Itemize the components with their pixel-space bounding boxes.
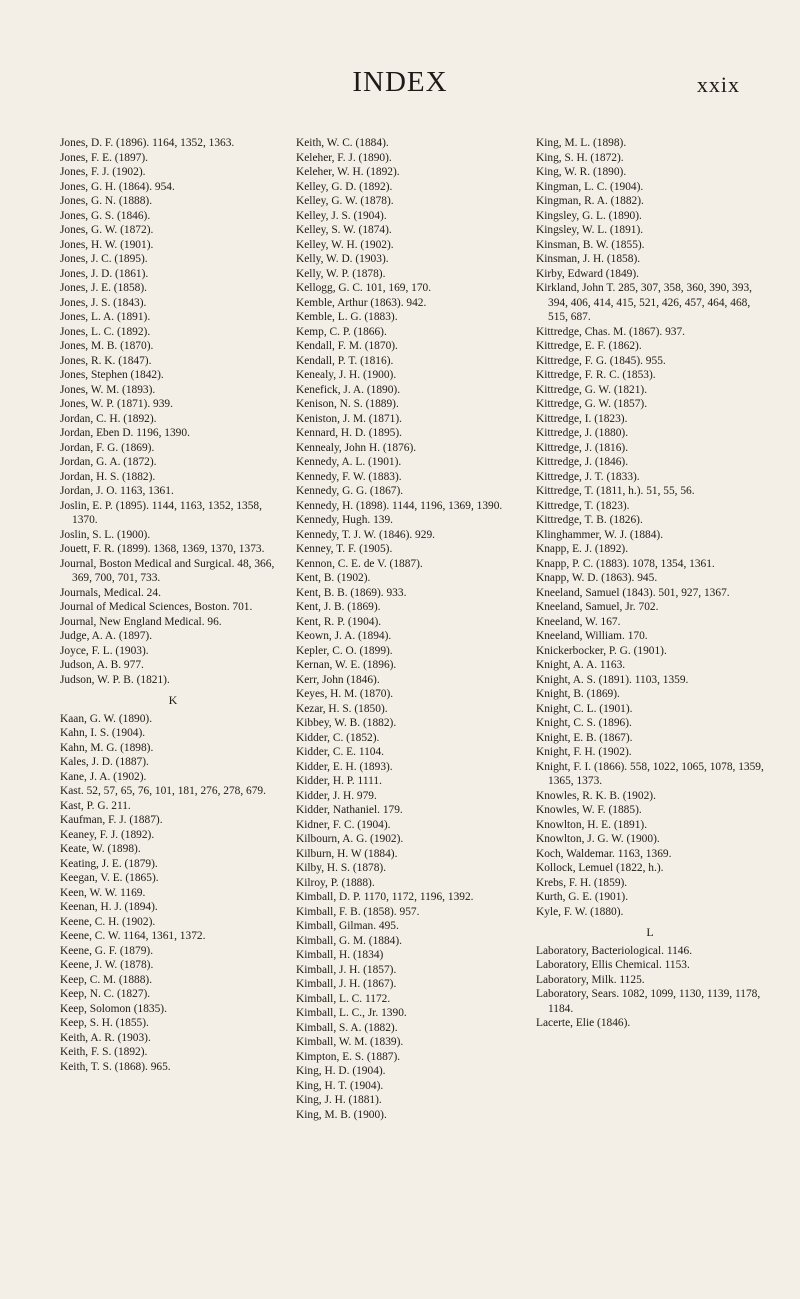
index-entry: Kilburn, H. W (1884). xyxy=(296,847,398,860)
index-entry: Knight, B. (1869). xyxy=(536,688,620,700)
index-entry: Kyle, F. W. (1880). xyxy=(536,905,624,918)
index-entry: Kittredge, Chas. M. (1867). 937. xyxy=(536,325,686,338)
index-entry: Jordan, Eben D. 1196, 1390. xyxy=(60,427,190,439)
index-entry: Kelly, W. D. (1903). xyxy=(296,253,389,265)
index-entry: Keyes, H. M. (1870). xyxy=(296,688,394,700)
index-entry: King, H. T. (1904). xyxy=(296,1079,384,1092)
index-entry: Kennedy, H. (1898). 1144, 1196, 1369, 1390. xyxy=(296,499,503,512)
index-entry: Kurth, G. E. (1901). xyxy=(536,891,629,903)
index-entry: Kales, J. D. (1887). xyxy=(60,756,149,768)
index-entry: Kidder, E. H. (1893). xyxy=(296,760,393,773)
index-entry: Kittredge, T. B. (1826). xyxy=(536,514,643,526)
index-entry: Keep, C. M. (1888). xyxy=(60,973,153,986)
index-entry: Kenefick, J. A. (1890). xyxy=(296,383,401,396)
index-entry: Journal, Boston Medical and Surgical. 48, 366, 369, 700, 701, 733. xyxy=(60,557,275,584)
index-entry: Kaufman, F. J. (1887). xyxy=(60,814,163,826)
index-entry: Knowles, W. F. (1885). xyxy=(536,804,642,816)
index-entry: Kittredge, J. (1846). xyxy=(536,456,629,468)
index-entry: Kahn, M. G. (1898). xyxy=(60,741,154,754)
index-entry: Kingsley, G. L. (1890). xyxy=(536,209,642,222)
index-entry: Kelley, J. S. (1904). xyxy=(296,209,387,222)
index-entry: Keith, W. C. (1884). xyxy=(296,137,389,149)
index-entry: Jones, Stephen (1842). xyxy=(60,369,164,381)
index-entry: Laboratory, Ellis Chemical. 1153. xyxy=(536,959,690,971)
index-entry: Joslin, E. P. (1895). 1144, 1163, 1352, 1358, 1370. xyxy=(60,499,262,526)
index-entry: Kittredge, F. G. (1845). 955. xyxy=(536,354,666,367)
index-entry: Joslin, S. L. (1900). xyxy=(60,528,151,541)
index-entry: Kilbourn, A. G. (1902). xyxy=(296,833,404,845)
index-entry: Kirby, Edward (1849). xyxy=(536,267,640,280)
index-entry: Knight, E. B. (1867). xyxy=(536,731,633,744)
index-entry: Jones, W. M. (1893). xyxy=(60,383,156,396)
index-entry: Kimball, L. C. 1172. xyxy=(296,992,391,1005)
index-entry: Kemble, L. G. (1883). xyxy=(296,311,398,323)
index-entry: Knight, F. H. (1902). xyxy=(536,746,632,758)
index-entry: Kittredge, J. (1880). xyxy=(536,427,629,439)
index-entry: Krebs, F. H. (1859). xyxy=(536,876,628,889)
index-entry: Kimball, W. M. (1839). xyxy=(296,1036,404,1048)
index-entry: Kimball, H. (1834) xyxy=(296,949,384,961)
index-entry: Knight, A. A. 1163. xyxy=(536,659,626,671)
index-entry: Kellogg, G. C. 101, 169, 170. xyxy=(296,282,432,294)
index-entry: Judge, A. A. (1897). xyxy=(60,630,153,642)
index-entry: Kennedy, A. L. (1901). xyxy=(296,456,402,468)
index-entry: Kidder, C. E. 1104. xyxy=(296,746,385,758)
index-entry: Keniston, J. M. (1871). xyxy=(296,412,402,425)
index-entry: Keep, Solomon (1835). xyxy=(60,1002,167,1015)
page-header xyxy=(0,62,800,102)
index-entry: Kidder, Nathaniel. 179. xyxy=(296,804,403,816)
index-entry: Kaan, G. W. (1890). xyxy=(60,712,153,725)
index-entry: Keleher, F. J. (1890). xyxy=(296,151,392,164)
index-entry: Keate, W. (1898). xyxy=(60,843,141,855)
index-entry: Kidder, J. H. 979. xyxy=(296,789,377,802)
index-entry: Keith, T. S. (1868). 965. xyxy=(60,1060,171,1073)
index-entry: Jordan, H. S. (1882). xyxy=(60,470,156,483)
index-entry: Kendall, P. T. (1816). xyxy=(296,354,394,367)
index-entry: Keaney, F. J. (1892). xyxy=(60,828,155,841)
index-entry: Jordan, C. H. (1892). xyxy=(60,412,157,425)
index-entry: Kilroy, P. (1888). xyxy=(296,876,375,889)
index-entry: Keene, J. W. (1878). xyxy=(60,959,154,971)
index-entry: Knapp, E. J. (1892). xyxy=(536,543,629,555)
index-entry: Kast. 52, 57, 65, 76, 101, 181, 276, 278, 679. xyxy=(60,785,266,797)
index-entry: Laboratory, Sears. 1082, 1099, 1130, 1139, 1178, 1184. xyxy=(536,988,761,1015)
index-entry: Kirkland, John T. 285, 307, 358, 360, 390, 393, 394, 406, 414, 415, 521, 426, 457, 464, 468, 515, 687. xyxy=(536,282,752,323)
index-entry: Kennedy, Hugh. 139. xyxy=(296,514,394,526)
index-entry: Knight, C. S. (1896). xyxy=(536,717,632,729)
index-entry: Keen, W. W. 1169. xyxy=(60,886,146,899)
index-entry: Lacerte, Elie (1846). xyxy=(536,1017,631,1029)
section-letter: L xyxy=(646,925,654,939)
index-entry: Keene, C. W. 1164, 1361, 1372. xyxy=(60,930,206,942)
index-entry: Kimball, F. B. (1858). 957. xyxy=(296,905,420,918)
index-entry: Keene, G. F. (1879). xyxy=(60,944,154,957)
index-entry: Keown, J. A. (1894). xyxy=(296,630,392,642)
index-entry: Jones, J. E. (1858). xyxy=(60,282,148,294)
index-entry: Kneeland, William. 170. xyxy=(536,630,648,642)
page-number: xxix xyxy=(696,72,740,97)
index-entry: Keenan, H. J. (1894). xyxy=(60,901,158,913)
index-entry: Kittredge, G. W. (1857). xyxy=(536,398,648,410)
index-entry: Kimball, G. M. (1884). xyxy=(296,934,402,947)
index-entry: Kidder, C. (1852). xyxy=(296,731,380,744)
index-entry: Kimball, Gilman. 495. xyxy=(296,920,399,932)
index-entry: Kennealy, John H. (1876). xyxy=(296,441,417,454)
index-entry: Jones, F. J. (1902). xyxy=(60,166,146,178)
index-entry: King, S. H. (1872). xyxy=(536,151,624,164)
index-entry: King, J. H. (1881). xyxy=(296,1094,382,1106)
index-entry: Keene, C. H. (1902). xyxy=(60,915,156,928)
index-entry: Kemp, C. P. (1866). xyxy=(296,325,387,338)
index-entry: Jones, G. N. (1888). xyxy=(60,195,153,207)
index-entry: Jouett, F. R. (1899). 1368, 1369, 1370, 1373. xyxy=(60,543,265,555)
index-entry: Jones, L. A. (1891). xyxy=(60,311,151,323)
index-entry: Kent, R. P. (1904). xyxy=(296,615,382,628)
index-entry: Journal of Medical Sciences, Boston. 701. xyxy=(60,601,253,613)
index-entry: Laboratory, Milk. 1125. xyxy=(536,973,645,986)
index-entry: Knowles, R. K. B. (1902). xyxy=(536,789,656,802)
index-entry: Knight, A. S. (1891). 1103, 1359. xyxy=(536,673,689,686)
index-entry: Kingman, R. A. (1882). xyxy=(536,195,644,207)
index-entry: Keith, F. S. (1892). xyxy=(60,1046,148,1058)
index-entry: Jones, J. D. (1861). xyxy=(60,267,149,280)
index-entry: Kemble, Arthur (1863). 942. xyxy=(296,296,427,309)
index-entry: Keleher, W. H. (1892). xyxy=(296,166,400,178)
index-entry: Kennedy, G. G. (1867). xyxy=(296,485,404,497)
index-entry: Jones, D. F. (1896). 1164, 1352, 1363. xyxy=(60,137,235,149)
index-entry: Kibbey, W. B. (1882). xyxy=(296,717,397,729)
index-entry: Kimball, J. H. (1857). xyxy=(296,963,397,976)
index-entry: Klinghammer, W. J. (1884). xyxy=(536,528,664,541)
index-entry: Koch, Waldemar. 1163, 1369. xyxy=(536,847,672,860)
index-entry: Kennedy, F. W. (1883). xyxy=(296,470,402,483)
page-title: INDEX xyxy=(352,66,448,98)
index-entry: Kenney, T. F. (1905). xyxy=(296,543,393,555)
index-entry: Kilby, H. S. (1878). xyxy=(296,862,387,874)
index-entry: Kelley, W. H. (1902). xyxy=(296,238,394,251)
index-entry: Kimball, J. H. (1867). xyxy=(296,978,397,990)
index-entry: Kelley, G. W. (1878). xyxy=(296,195,394,207)
index-entry: Kittredge, E. F. (1862). xyxy=(536,340,642,352)
index-entry: Laboratory, Bacteriological. 1146. xyxy=(536,944,693,957)
index-entry: Kent, B. (1902). xyxy=(296,572,371,584)
index-entry: Kittredge, J. (1816). xyxy=(536,441,629,454)
index-entry: Jones, G. S. (1846). xyxy=(60,209,151,222)
index-entry: Kepler, C. O. (1899). xyxy=(296,644,393,657)
index-entry: Kimball, S. A. (1882). xyxy=(296,1021,398,1034)
index-entry: King, W. R. (1890). xyxy=(536,166,627,178)
index-entry: Jones, F. E. (1897). xyxy=(60,151,148,164)
index-entry: Knowlton, J. G. W. (1900). xyxy=(536,833,660,845)
index-entry: Kahn, I. S. (1904). xyxy=(60,727,146,739)
index-entry: Kennedy, T. J. W. (1846). 929. xyxy=(296,528,435,541)
index-entry: Kneeland, Samuel (1843). 501, 927, 1367. xyxy=(536,586,730,599)
index-entry: Knight, F. I. (1866). 558, 1022, 1065, 1078, 1359, 1365, 1373. xyxy=(536,760,764,787)
index-entry: Jones, H. W. (1901). xyxy=(60,238,154,251)
index-entry: Jordan, J. O. 1163, 1361. xyxy=(60,485,174,497)
index-entry: Kittredge, F. R. C. (1853). xyxy=(536,369,656,381)
index-entry: Kent, J. B. (1869). xyxy=(296,601,381,613)
index-entry: Kenison, N. S. (1889). xyxy=(296,398,399,410)
index-entry: Knowlton, H. E. (1891). xyxy=(536,818,648,831)
index-entry: Kane, J. A. (1902). xyxy=(60,770,147,783)
index-entry: Kelley, G. D. (1892). xyxy=(296,180,393,193)
index-entry: King, M. B. (1900). xyxy=(296,1108,387,1121)
index-entry: Kittredge, J. T. (1833). xyxy=(536,470,640,483)
index-entry: Kinsman, J. H. (1858). xyxy=(536,253,641,265)
index-entry: Keep, S. H. (1855). xyxy=(60,1017,149,1029)
index-entry: Kelley, S. W. (1874). xyxy=(296,224,392,236)
index-entry: Judson, W. P. B. (1821). xyxy=(60,673,170,686)
index-entry: Jones, R. K. (1847). xyxy=(60,354,152,367)
index-entry: Keith, A. R. (1903). xyxy=(60,1031,151,1044)
index-entry: Kernan, W. E. (1896). xyxy=(296,659,397,671)
index-entry: Kollock, Lemuel (1822, h.). xyxy=(536,862,664,874)
index-entry: Jones, W. P. (1871). 939. xyxy=(60,398,173,410)
index-entry: Knapp, W. D. (1863). 945. xyxy=(536,572,658,584)
index-column-1 xyxy=(60,136,286,1074)
index-entry: Knight, C. L. (1901). xyxy=(536,702,633,715)
index-entry: Kittredge, G. W. (1821). xyxy=(536,383,648,396)
index-columns xyxy=(60,136,764,1276)
index-entry: Kittredge, T. (1823). xyxy=(536,499,630,512)
index-entry: Kent, B. B. (1869). 933. xyxy=(296,586,407,599)
index-entry: Joyce, F. L. (1903). xyxy=(60,644,149,657)
index-entry: Kezar, H. S. (1850). xyxy=(296,702,388,715)
index-entry: Kerr, John (1846). xyxy=(296,673,380,686)
index-entry: Kittredge, T. (1811, h.). 51, 55, 56. xyxy=(536,485,695,497)
index-entry: Kingsley, W. L. (1891). xyxy=(536,224,644,236)
index-entry: Journal, New England Medical. 96. xyxy=(60,615,222,628)
section-letter: K xyxy=(168,693,178,707)
index-entry: Kelly, W. P. (1878). xyxy=(296,267,386,280)
index-entry: Kimpton, E. S. (1887). xyxy=(296,1050,401,1063)
index-entry: Kast, P. G. 211. xyxy=(60,799,131,812)
index-entry: Jones, J. S. (1843). xyxy=(60,296,147,309)
index-entry: Kennon, C. E. de V. (1887). xyxy=(296,557,423,570)
index-entry: Jones, L. C. (1892). xyxy=(60,325,151,338)
index-entry: Kingman, L. C. (1904). xyxy=(536,180,644,193)
index-entry: Kidder, H. P. 1111. xyxy=(296,775,382,787)
index-entry: Kimball, L. C., Jr. 1390. xyxy=(296,1007,407,1019)
index-entry: Kittredge, I. (1823). xyxy=(536,412,628,425)
index-entry: Jordan, G. A. (1872). xyxy=(60,456,157,468)
index-column-2 xyxy=(296,136,526,1122)
index-entry: Kendall, F. M. (1870). xyxy=(296,340,398,352)
index-entry: King, H. D. (1904). xyxy=(296,1065,386,1077)
index-entry: Jones, M. B. (1870). xyxy=(60,340,154,352)
index-entry: Knapp, P. C. (1883). 1078, 1354, 1361. xyxy=(536,557,715,570)
index-entry: Knickerbocker, P. G. (1901). xyxy=(536,644,667,657)
index-entry: Jones, G. H. (1864). 954. xyxy=(60,180,175,193)
index-entry: Kneeland, W. 167. xyxy=(536,615,621,628)
index-entry: King, M. L. (1898). xyxy=(536,137,627,149)
index-entry: Kenealy, J. H. (1900). xyxy=(296,369,397,381)
index-entry: Keating, J. E. (1879). xyxy=(60,857,158,870)
index-entry: Kennard, H. D. (1895). xyxy=(296,427,402,439)
index-entry: Keegan, V. E. (1865). xyxy=(60,872,159,884)
index-entry: Kneeland, Samuel, Jr. 702. xyxy=(536,601,659,613)
index-entry: Jones, J. C. (1895). xyxy=(60,253,148,265)
index-entry: Jones, G. W. (1872). xyxy=(60,224,154,236)
index-entry: Jordan, F. G. (1869). xyxy=(60,441,155,454)
index-column-3 xyxy=(536,136,764,1031)
index-entry: Kidner, F. C. (1904). xyxy=(296,818,391,831)
index-entry: Kimball, D. P. 1170, 1172, 1196, 1392. xyxy=(296,891,474,903)
index-entry: Keep, N. C. (1827). xyxy=(60,988,151,1000)
index-entry: Kinsman, B. W. (1855). xyxy=(536,238,645,251)
index-entry: Judson, A. B. 977. xyxy=(60,659,144,671)
index-entry: Journals, Medical. 24. xyxy=(60,586,161,599)
